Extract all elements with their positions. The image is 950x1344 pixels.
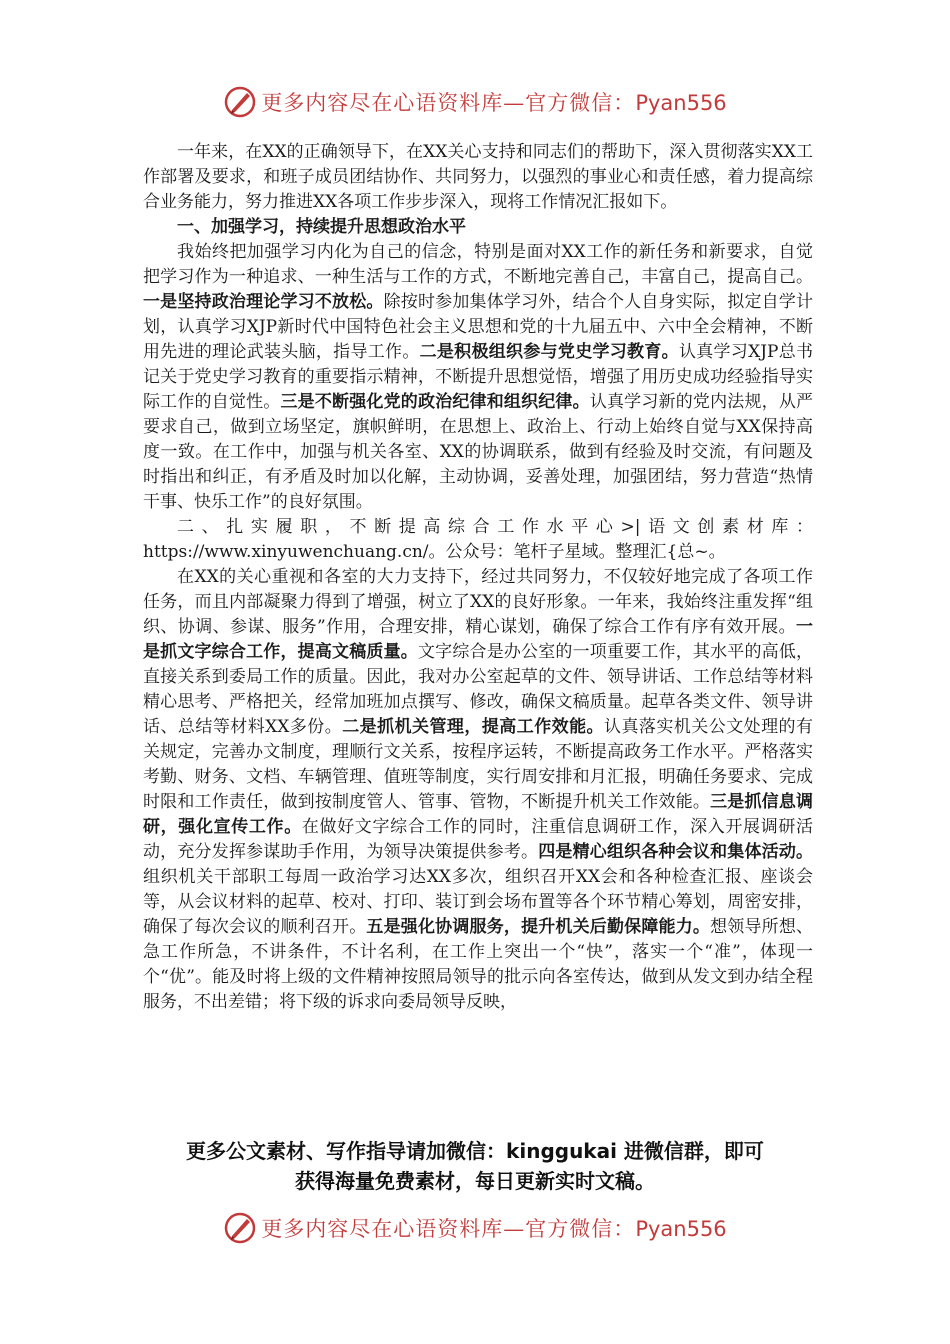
promo-line-1: 更多公文素材、写作指导请加微信：kinggukai 进微信群，即可 xyxy=(186,1139,764,1163)
point-d-heading: 四是精心组织各种会议和集体活动。 xyxy=(538,842,814,862)
banner-text: 更多内容尽在心语资料库—官方微信：Pyan556 xyxy=(261,91,727,115)
pen-logo-icon xyxy=(223,85,257,119)
section-1-paragraph: 我始终把加强学习内化为自己的信念，特别是面对XX工作的新任务和新要求，自觉把学习作为一种追求、一种生活与工作的方式，不断地完善自己，丰富自己，提高自己。一是坚持政治理论学习不放松。除按时参加集体学习外，结合个人自身实际，拟定自学计划，认真学习XJP新时代中国特色社会主义思想和党的十九届五中、六中全会精神，不断用先进的理论武装头脑，指导工作。二是积极组织参与党史学习教育。认真学习XJP总书记关于党史学习教育的重要指示精神，不断提升思想觉悟，增强了用历史成功经验指导实际工作的自觉性。三是不断强化党的政治纪律和组织纪律。认真学习新的党内法规，从严要求自己，做到立场坚定，旗帜鲜明，在思想上、政治上、行动上始终自觉与XX保持高度一致。在工作中，加强与机关各室、XX的协调联系，做到有经验及时交流，有问题及时指出和纠正，有矛盾及时加以化解，主动协调，妥善处理，加强团结，努力营造“热情干事、快乐工作”的良好氛围。 xyxy=(143,242,814,512)
header-banner xyxy=(0,82,950,122)
point-e-heading: 五是强化协调服务，提升机关后勤保障能力。 xyxy=(366,917,711,937)
section-heading-2: 二、扎实履职，不断提高综合工作水平心>|语文创素材库：https://www.xinyuwenchuang.cn/。公众号：笔杆子星域。整理汇{总~。 xyxy=(143,517,813,562)
intro-paragraph: 一年来，在XX的正确领导下，在XX关心支持和同志们的帮助下，深入贯彻落实XX工作部署及要求，和班子成员团结协作、共同努力，以强烈的事业心和责任感，着力提高综合业务能力，努力推进XX各项工作步步深入，现将工作情况汇报如下。 xyxy=(143,142,813,212)
document-body xyxy=(143,140,813,1015)
banner-wechat: Pyan556 xyxy=(635,91,727,115)
banner-wechat: Pyan556 xyxy=(635,1217,727,1241)
point-a-heading: 一是抓文字综合工作，提高文稿质量。 xyxy=(143,617,813,662)
section-heading-1: 一、加强学习，持续提升思想政治水平 xyxy=(177,217,466,237)
point-c-heading: 三是抓信息调研，强化宣传工作。 xyxy=(143,792,813,837)
promo-line-2: 获得海量免费素材，每日更新实时文稿。 xyxy=(295,1169,655,1193)
footer-banner xyxy=(0,1208,950,1248)
pen-logo-icon xyxy=(223,1211,257,1245)
banner-text: 更多内容尽在心语资料库—官方微信：Pyan556 xyxy=(261,1217,727,1241)
point-3-heading: 三是不断强化党的政治纪律和组织纪律。 xyxy=(280,392,590,412)
promo-notice xyxy=(0,1136,950,1196)
section-2-paragraph: 在XX的关心重视和各室的大力支持下，经过共同努力，不仅较好地完成了各项工作任务，而且内部凝聚力得到了增强，树立了XX的良好形象。一年来，我始终注重发挥“组织、协调、参谋、服务”作用，合理安排，精心谋划，确保了综合工作有序有效开展。一是抓文字综合工作，提高文稿质量。文字综合是办公室的一项重要工作，其水平的高低，直接关系到委局工作的质量。因此，我对办公室起草的文件、领导讲话、工作总结等材料精心思考、严格把关，经常加班加点撰写、修改，确保文稿质量。起草各类文件、领导讲话、总结等材料XX多份。二是抓机关管理，提高工作效能。认真落实机关公文处理的有关规定，完善办文制度，理顺行文关系，按程序运转，不断提高政务工作水平。严格落实考勤、财务、文档、车辆管理、值班等制度，实行周安排和月汇报，明确任务要求、完成时限和工作责任，做到按制度管人、管事、管物，不断提升机关工作效能。三是抓信息调研，强化宣传工作。在做好文字综合工作的同时，注重信息调研工作，深入开展调研活动，充分发挥参谋助手作用，为领导决策提供参考。四是精心组织各种会议和集体活动。组织机关干部职工每周一政治学习达XX多次，组织召开XX会和各种检查汇报、座谈会等，从会议材料的起草、校对、打印、装订到会场布置等各个环节精心筹划，周密安排，确保了每次会议的顺利召开。五是强化协调服务，提升机关后勤保障能力。想领导所想、急工作所急，不讲条件，不计名利，在工作上突出一个“快”，落实一个“准”，体现一个“优”。能及时将上级的文件精神按照局领导的批示向各室传达，做到从发文到办结全程服务，不出差错；将下级的诉求向委局领导反映， xyxy=(143,567,814,1012)
point-2-heading: 二是积极组织参与党史学习教育。 xyxy=(419,342,679,362)
point-b-heading: 二是抓机关管理，提高工作效能。 xyxy=(342,717,605,737)
point-1-heading: 一是坚持政治理论学习不放松。 xyxy=(143,292,384,312)
